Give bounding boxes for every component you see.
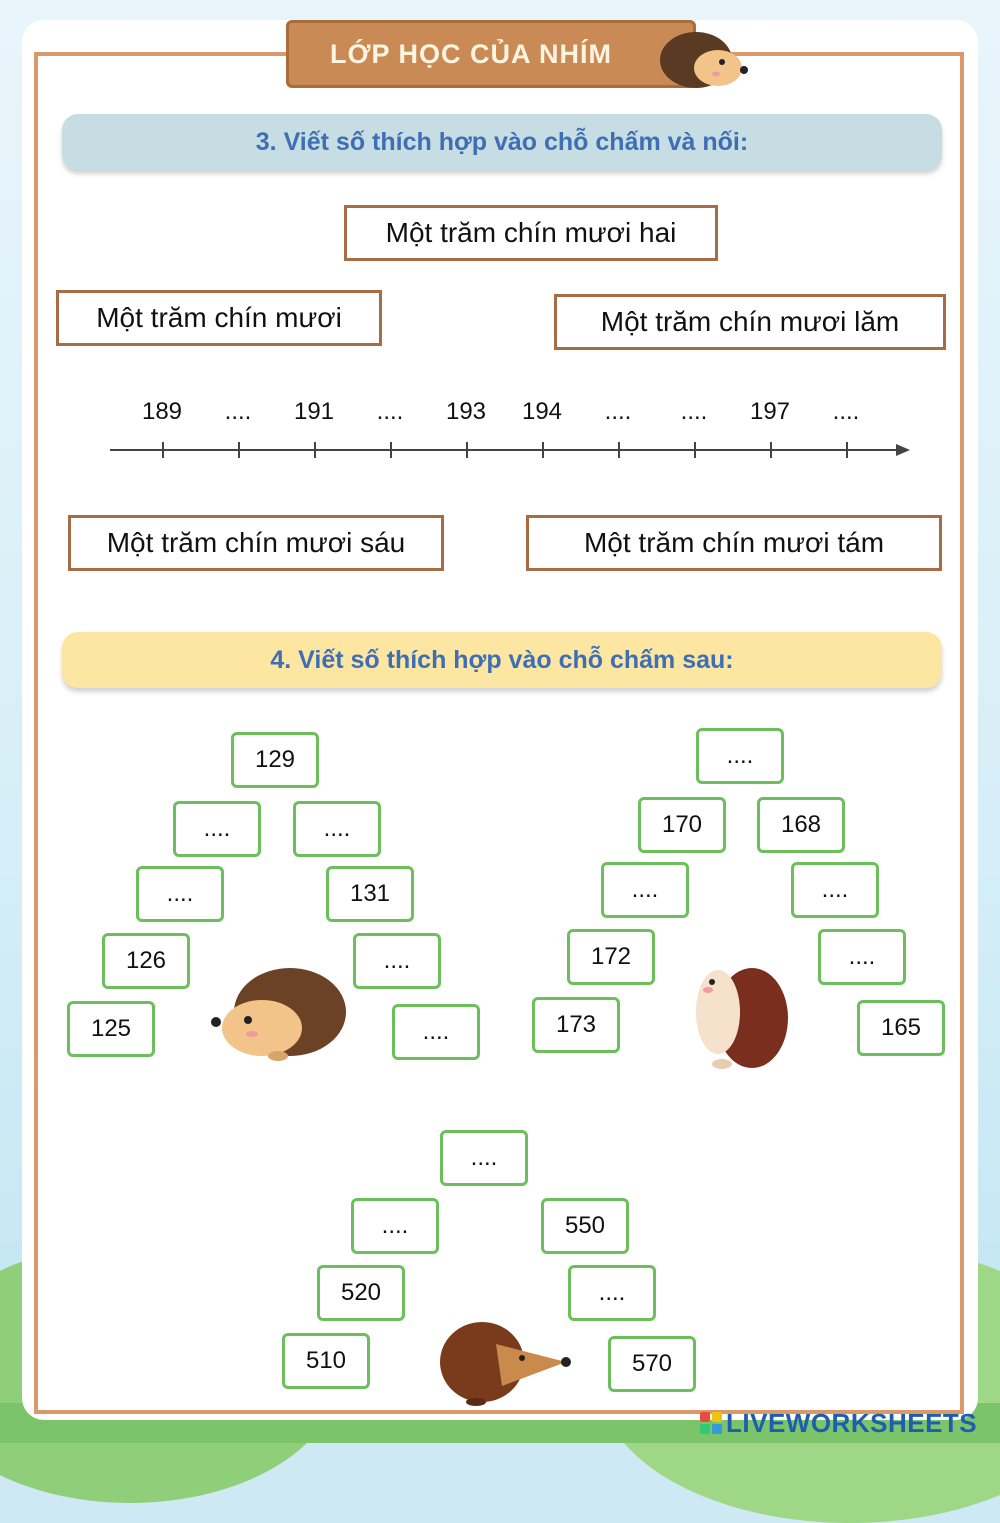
- number-line-label: 197: [749, 398, 791, 425]
- pyramid-2-box: 172: [567, 929, 655, 985]
- footer-brand-text: LIVEWORKSHEETS: [726, 1407, 978, 1438]
- number-line-tick: [162, 442, 164, 458]
- number-line-tick: [238, 442, 240, 458]
- pyramid-2-blank[interactable]: ....: [696, 728, 784, 784]
- pyramid-1-box: 126: [102, 933, 190, 989]
- number-line-tick: [466, 442, 468, 458]
- pyramid-2-blank[interactable]: ....: [791, 862, 879, 918]
- pyramid-3-blank[interactable]: ....: [440, 1130, 528, 1186]
- number-line-label: 194: [521, 398, 563, 425]
- section-3-title: 3. Viết số thích hợp vào chỗ chấm và nối:: [62, 114, 942, 170]
- label-card-196[interactable]: Một trăm chín mươi sáu: [68, 515, 444, 571]
- pyramid-3-box: 520: [317, 1265, 405, 1321]
- hedgehog-icon: [208, 960, 348, 1064]
- pyramid-3-blank[interactable]: ....: [351, 1198, 439, 1254]
- section-4-title: 4. Viết số thích hợp vào chỗ chấm sau:: [62, 632, 942, 688]
- pyramid-1-blank[interactable]: ....: [136, 866, 224, 922]
- page-title: LỚP HỌC CỦA NHÍM: [329, 38, 613, 69]
- pyramid-2-blank[interactable]: ....: [818, 929, 906, 985]
- number-line-blank[interactable]: ....: [376, 398, 404, 425]
- number-line-blank[interactable]: ....: [680, 398, 708, 425]
- pyramid-3-blank[interactable]: ....: [568, 1265, 656, 1321]
- number-line-tick: [314, 442, 316, 458]
- header-plank: [286, 20, 696, 88]
- hedgehog-icon: [690, 960, 794, 1070]
- number-line: [110, 449, 900, 451]
- pyramid-1-blank[interactable]: ....: [173, 801, 261, 857]
- label-card-190[interactable]: Một trăm chín mươi: [56, 290, 382, 346]
- label-card-192[interactable]: Một trăm chín mươi hai: [344, 205, 718, 261]
- label-card-195[interactable]: Một trăm chín mươi lăm: [554, 294, 946, 350]
- number-line-tick: [770, 442, 772, 458]
- number-line-blank[interactable]: ....: [224, 398, 252, 425]
- pyramid-3-box: 510: [282, 1333, 370, 1389]
- number-line-tick: [846, 442, 848, 458]
- label-card-198[interactable]: Một trăm chín mươi tám: [526, 515, 942, 571]
- number-line-arrow-icon: [896, 444, 910, 456]
- number-line-blank[interactable]: ....: [604, 398, 632, 425]
- number-line-label: 189: [141, 398, 183, 425]
- pyramid-2-box: 170: [638, 797, 726, 853]
- hedgehog-icon: [656, 22, 752, 94]
- pyramid-2-box: 173: [532, 997, 620, 1053]
- pyramid-1-box: 131: [326, 866, 414, 922]
- pyramid-1-blank[interactable]: ....: [392, 1004, 480, 1060]
- pyramid-1-box: 129: [231, 732, 319, 788]
- pyramid-3-box: 570: [608, 1336, 696, 1392]
- number-line-tick: [542, 442, 544, 458]
- number-line-label: 193: [445, 398, 487, 425]
- liveworksheets-logo-icon: [700, 1412, 722, 1434]
- pyramid-1-box: 125: [67, 1001, 155, 1057]
- footer-brand: [700, 1408, 977, 1438]
- number-line-blank[interactable]: ....: [832, 398, 860, 425]
- pyramid-2-box: 168: [757, 797, 845, 853]
- number-line-label: 191: [293, 398, 335, 425]
- number-line-tick: [618, 442, 620, 458]
- pyramid-1-blank[interactable]: ....: [293, 801, 381, 857]
- pyramid-3-box: 550: [541, 1198, 629, 1254]
- pyramid-2-blank[interactable]: ....: [601, 862, 689, 918]
- pyramid-2-box: 165: [857, 1000, 945, 1056]
- number-line-tick: [694, 442, 696, 458]
- pyramid-1-blank[interactable]: ....: [353, 933, 441, 989]
- hedgehog-icon: [436, 1314, 576, 1406]
- number-line-tick: [390, 442, 392, 458]
